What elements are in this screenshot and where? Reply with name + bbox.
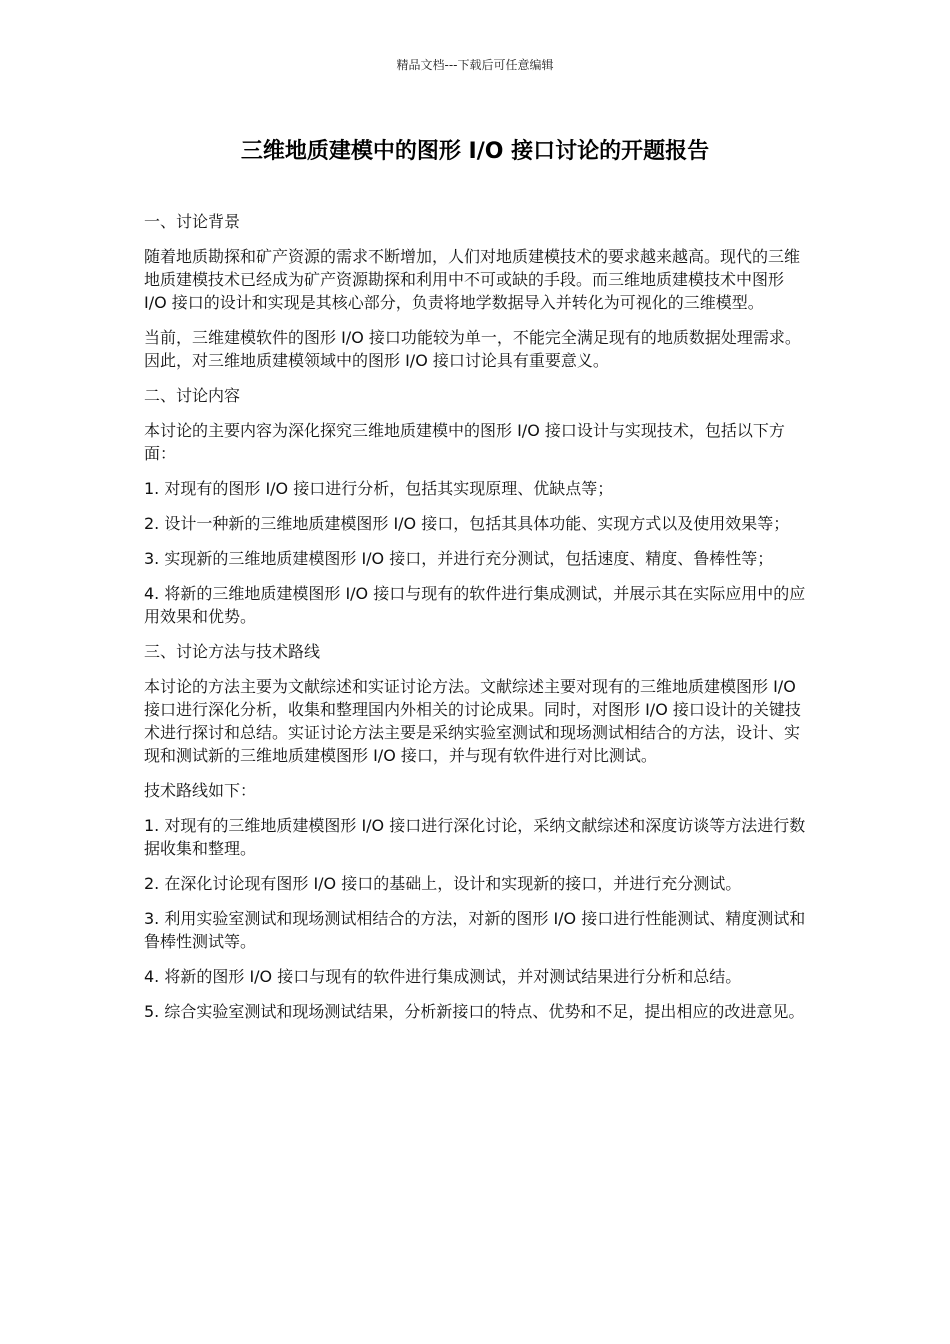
paragraph-methods: 本讨论的方法主要为文献综述和实证讨论方法。文献综述主要对现有的三维地质建模图形 I/O 接口进行深化分析，收集和整理国内外相关的讨论成果。同时，对图形 I/O 接口设计的关键技术进行探讨和总结。实证讨论方法主要是采纳实验室测试和现场测试相结合的方法，设计、实现和测试新的三维地质建模图形 I/O 接口，并与现有软件进行对比测试。 [144,677,801,765]
paragraph-content-intro: 本讨论的主要内容为深化探究三维地质建模中的图形 I/O 接口设计与实现技术，包括以下方面： [144,421,785,463]
list-item-content-2: 2. 设计一种新的三维地质建模图形 I/O 接口，包括其具体功能、实现方式以及使用效果等； [144,514,790,533]
section-heading-content: 二、讨论内容 [144,386,241,405]
paragraph-background-2: 当前，三维建模软件的图形 I/O 接口功能较为单一，不能完全满足现有的地质数据处理需求。因此，对三维地质建模领域中的图形 I/O 接口讨论具有重要意义。 [144,328,801,370]
list-item-content-4: 4. 将新的三维地质建模图形 I/O 接口与现有的软件进行集成测试，并展示其在实际应用中的应用效果和优势。 [144,584,806,626]
list-item-route-2: 2. 在深化讨论现有图形 I/O 接口的基础上，设计和实现新的接口，并进行充分测试。 [144,874,742,893]
list-item-route-1: 1. 对现有的三维地质建模图形 I/O 接口进行深化讨论，采纳文献综述和深度访谈等方法进行数据收集和整理。 [144,816,806,858]
paragraph-route-intro: 技术路线如下： [144,781,257,800]
document-title: 三维地质建模中的图形 I/O 接口讨论的开题报告 [240,139,710,164]
list-item-content-1: 1. 对现有的图形 I/O 接口进行分析，包括其实现原理、优缺点等； [144,479,614,498]
section-heading-background: 一、讨论背景 [144,212,241,231]
list-item-route-5: 5. 综合实验室测试和现场测试结果，分析新接口的特点、优势和不足，提出相应的改进意见。 [144,1002,805,1021]
list-item-content-3: 3. 实现新的三维地质建模图形 I/O 接口，并进行充分测试，包括速度、精度、鲁棒性等； [144,549,774,568]
section-heading-methods: 三、讨论方法与技术路线 [144,642,321,661]
paragraph-background-1: 随着地质勘探和矿产资源的需求不断增加，人们对地质建模技术的要求越来越高。现代的三维地质建模技术已经成为矿产资源勘探和利用中不可或缺的手段。而三维地质建模技术中图形 I/O 接口的设计和实现是其核心部分，负责将地学数据导入并转化为可视化的三维模型。 [144,247,801,312]
header-note: 精品文档---下载后可任意编辑 [396,58,554,72]
list-item-route-3: 3. 利用实验室测试和现场测试相结合的方法，对新的图形 I/O 接口进行性能测试、精度测试和鲁棒性测试等。 [144,909,806,951]
list-item-route-4: 4. 将新的图形 I/O 接口与现有的软件进行集成测试，并对测试结果进行分析和总结。 [144,967,742,986]
document-body [144,210,808,1035]
